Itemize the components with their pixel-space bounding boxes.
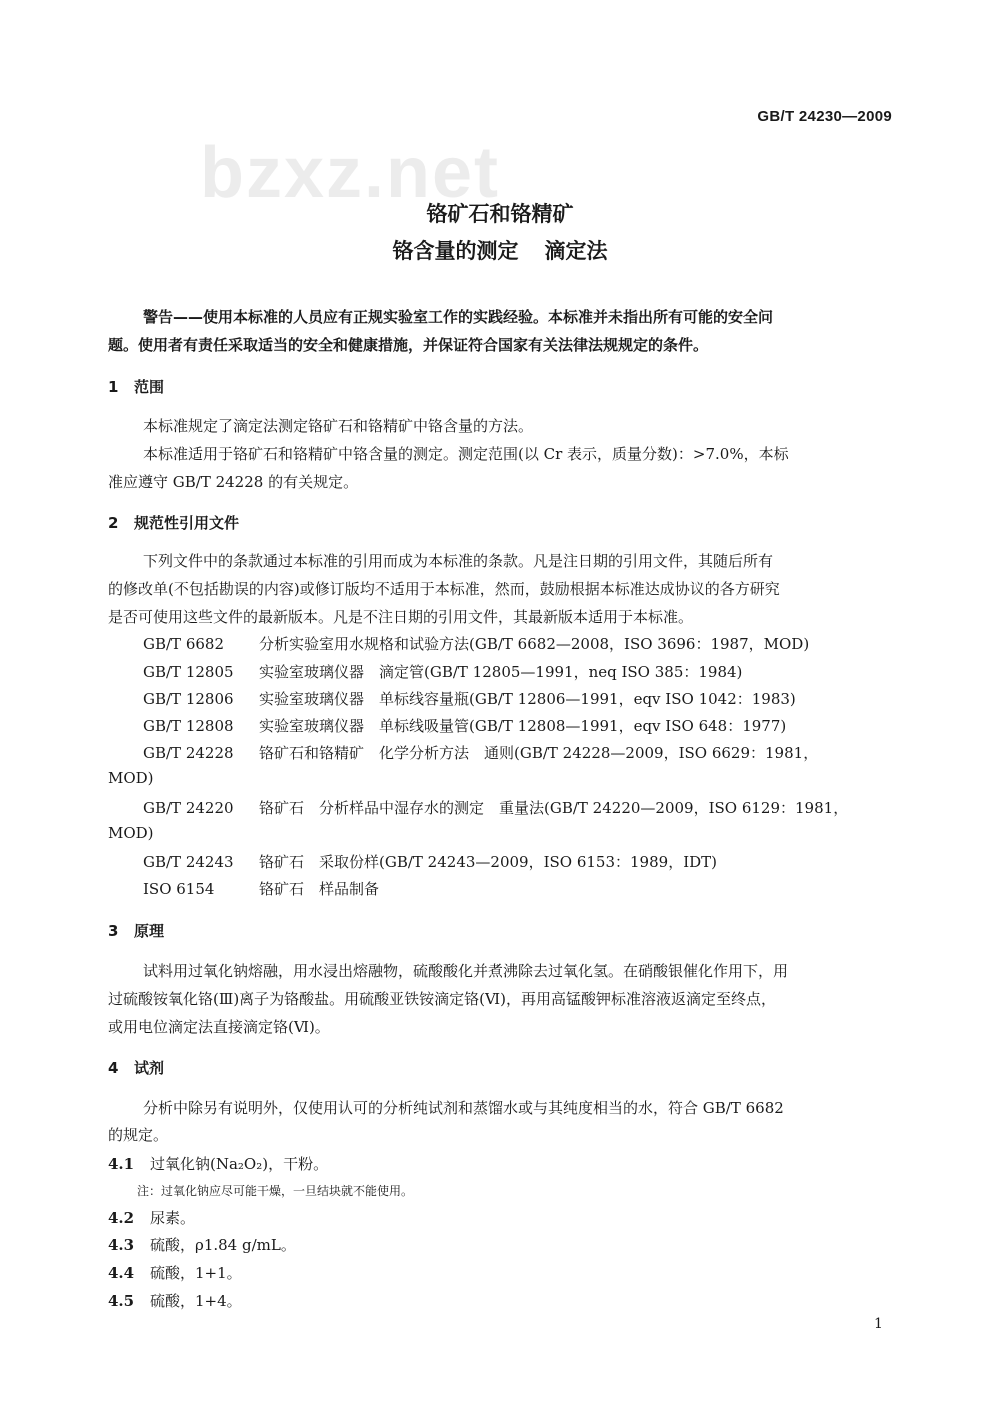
reference-item: GB/T 24228 铬矿石和铬精矿 化学分析方法 通则(GB/T 24228—2009，ISO 6629：1981， (143, 744, 819, 762)
refs-intro-line-2: 的修改单(不包括勘误的内容)或修订版均不适用于本标准，然而，鼓励根据本标准达成协议的各方研究 (108, 580, 780, 598)
page-number: 1 (874, 1316, 883, 1332)
section-heading-1: 1 范围 (108, 378, 165, 396)
reference-item: GB/T 24243 铬矿石 采取份样(GB/T 24243—2009，ISO 6153：1989，IDT) (143, 853, 717, 871)
reference-item: GB/T 12806 实验室玻璃仪器 单标线容量瓶(GB/T 12806—1991，eqv ISO 1042：1983) (143, 690, 796, 708)
scope-paragraph-2-line-1: 本标准适用于铬矿石和铬精矿中铬含量的测定。测定范围(以 Cr 表示，质量分数)：>7.0%，本标 (143, 445, 789, 463)
subtitle-part-a: 铬含量的测定 (392, 239, 519, 263)
page-title: 铬矿石和铬精矿 (426, 202, 574, 226)
reference-item: GB/T 24220 铬矿石 分析样品中湿存水的测定 重量法(GB/T 24220—2009，ISO 6129：1981， (143, 799, 849, 817)
warning-line-1: 警告——使用本标准的人员应有正规实验室工作的实践经验。本标准并未指出所有可能的安全问 (143, 308, 774, 326)
reagent-item: 4.4 硫酸，1+1。 (108, 1264, 242, 1282)
warning-line-2: 题。使用者有责任采取适当的安全和健康措施，并保证符合国家有关法律法规规定的条件。 (108, 336, 709, 354)
standard-number: GB/T 24230—2009 (757, 108, 892, 125)
subtitle-part-b: 滴定法 (544, 239, 608, 263)
reference-item: GB/T 6682 分析实验室用水规格和试验方法(GB/T 6682—2008，ISO 3696：1987，MOD) (143, 635, 810, 653)
section-heading-2: 2 规范性引用文件 (108, 514, 240, 532)
reagent-item: 4.1 过氧化钠(Na₂O₂)，干粉。 (108, 1155, 329, 1173)
section-heading-3: 3 原理 (108, 922, 165, 940)
reagents-intro-line-1: 分析中除另有说明外，仅使用认可的分析纯试剂和蒸馏水或与其纯度相当的水，符合 GB/T 6682 (143, 1099, 784, 1117)
reagent-item: 4.3 硫酸，ρ1.84 g/mL。 (108, 1236, 296, 1254)
refs-intro-line-3: 是否可使用这些文件的最新版本。凡是不注日期的引用文件，其最新版本适用于本标准。 (108, 608, 694, 626)
reference-item-continuation: MOD) (108, 824, 154, 842)
scope-paragraph-1: 本标准规定了滴定法测定铬矿石和铬精矿中铬含量的方法。 (143, 417, 534, 435)
principle-line-1: 试料用过氧化钠熔融，用水浸出熔融物，硫酸酸化并煮沸除去过氧化氢。在硝酸银催化作用下，用 (143, 962, 789, 980)
reagent-note: 注：过氧化钠应尽可能干燥，一旦结块就不能使用。 (137, 1184, 414, 1198)
reference-item-continuation: MOD) (108, 769, 154, 787)
reference-item: ISO 6154 铬矿石 样品制备 (143, 880, 380, 898)
section-heading-4: 4 试剂 (108, 1059, 165, 1077)
reference-item: GB/T 12805 实验室玻璃仪器 滴定管(GB/T 12805—1991，neq ISO 385：1984) (143, 663, 743, 681)
reagent-item: 4.5 硫酸，1+4。 (108, 1292, 242, 1310)
page-subtitle (0, 235, 1000, 265)
reagent-item: 4.2 尿素。 (108, 1209, 196, 1227)
reference-item: GB/T 12808 实验室玻璃仪器 单标线吸量管(GB/T 12808—1991，eqv ISO 648：1977) (143, 717, 787, 735)
reagents-intro-line-2: 的规定。 (108, 1126, 169, 1144)
principle-line-2: 过硫酸铵氧化铬(Ⅲ)离子为铬酸盐。用硫酸亚铁铵滴定铬(Ⅵ)，再用高锰酸钾标准溶液返滴定至终点， (108, 990, 776, 1008)
refs-intro-line-1: 下列文件中的条款通过本标准的引用而成为本标准的条款。凡是注日期的引用文件，其随后所有 (143, 552, 774, 570)
principle-line-3: 或用电位滴定法直接滴定铬(Ⅵ)。 (108, 1018, 330, 1036)
watermark: bzxz.net (200, 133, 501, 213)
scope-paragraph-2-line-2: 准应遵守 GB/T 24228 的有关规定。 (108, 473, 359, 491)
